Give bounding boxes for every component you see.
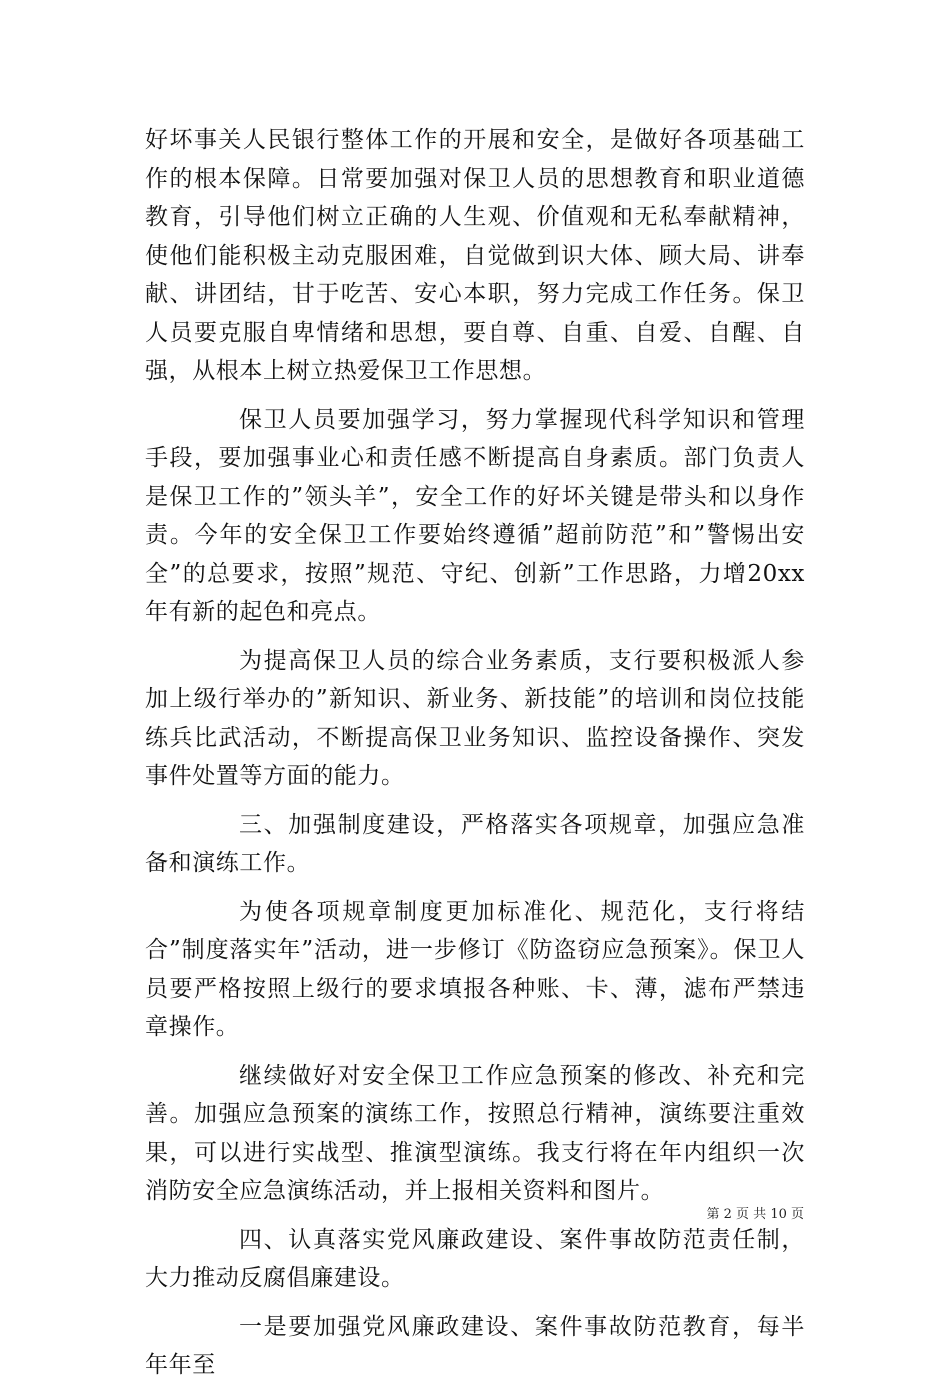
- section-heading-3: 三、加强制度建设，严格落实各项规章，加强应急准备和演练工作。: [145, 811, 805, 876]
- paragraph-training: 为提高保卫人员的综合业务素质，支行要积极派人参加上级行举办的”新知识、新业务、新技能”的培训和岗位技能练兵比武活动，不断提高保卫业务知识、监控设备操作、突发事件处置等方面的能力。: [145, 647, 805, 789]
- page-number: 第 2 页 共 10 页: [706, 1207, 804, 1222]
- section-heading-4: 四、认真落实党风廉政建设、案件事故防范责任制，大力推动反腐倡廉建设。: [145, 1226, 805, 1291]
- paragraph-anti-corruption: 一是要加强党风廉政建设、案件事故防范教育，每半年年至: [145, 1313, 805, 1378]
- paragraph-emergency-plan: 继续做好对安全保卫工作应急预案的修改、补充和完善。加强应急预案的演练工作，按照总行精神，演练要注重效果，可以进行实战型、推演型演练。我支行将在年内组织一次消防安全应急演练活动，并上报相关资料和图片。: [145, 1062, 805, 1204]
- paragraph-regulations: 为使各项规章制度更加标准化、规范化，支行将结合”制度落实年”活动，进一步修订《防盗窃应急预案》。保卫人员要严格按照上级行的要求填报各种账、卡、薄，滤布严禁违章操作。: [145, 898, 805, 1040]
- paragraph-study: 保卫人员要加强学习，努力掌握现代科学知识和管理手段，要加强事业心和责任感不断提高自身素质。部门负责人是保卫工作的”领头羊”，安全工作的好坏关键是带头和以身作责。今年的安全保卫工作要始终遵循”超前防范”和”警惕出安全”的总要求，按照”规范、守纪、创新”工作思路，力增20xx年有新的起色和亮点。: [145, 406, 805, 625]
- paragraph-continuation: 好坏事关人民银行整体工作的开展和安全，是做好各项基础工作的根本保障。日常要加强对保卫人员的思想教育和职业道德教育，引导他们树立正确的人生观、价值观和无私奉献精神，使他们能积极主动克服困难，自觉做到识大体、顾大局、讲奉献、讲团结，甘于吃苦、安心本职，努力完成工作任务。保卫人员要克服自卑情绪和思想，要自尊、自重、自爱、自醒、自强，从根本上树立热爱保卫工作思想。: [145, 127, 805, 384]
